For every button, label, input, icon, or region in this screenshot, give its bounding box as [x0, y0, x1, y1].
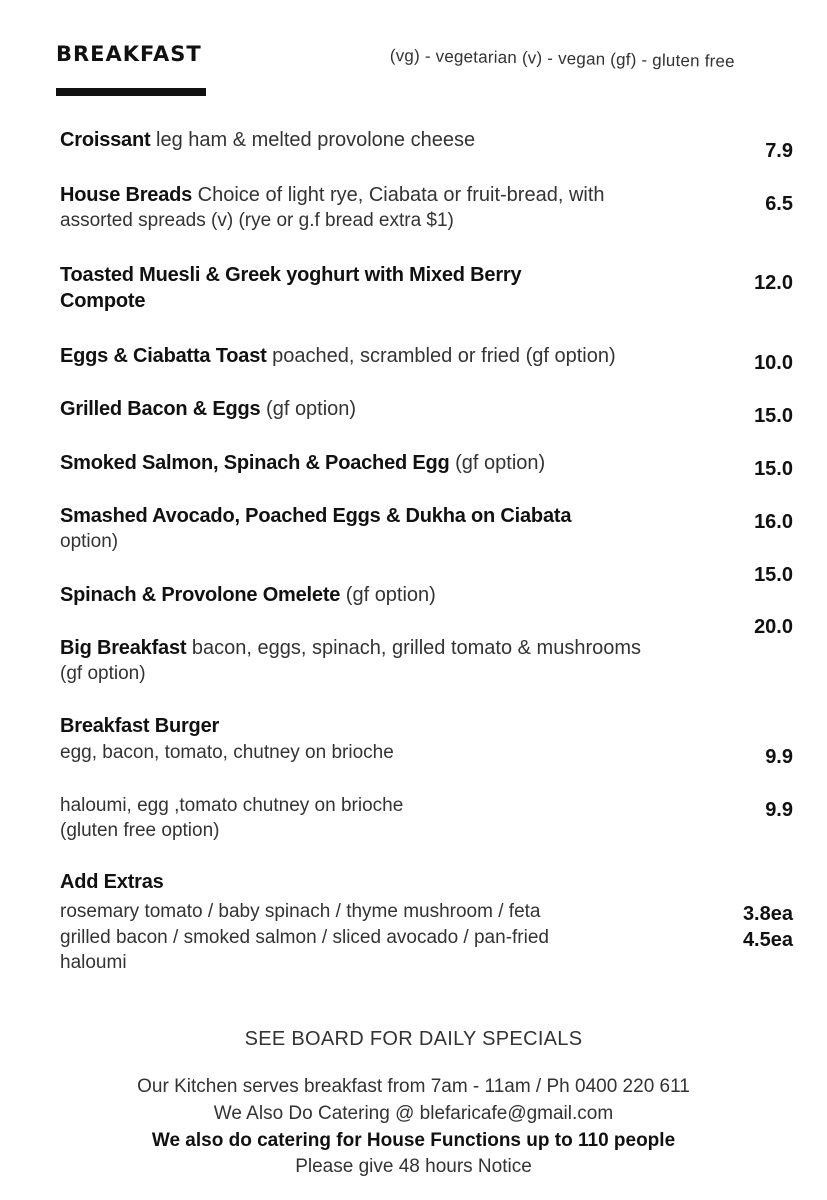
burger-option-1: egg, bacon, tomato, chutney on brioche — [60, 742, 394, 763]
item-name: House Breads — [60, 184, 193, 206]
menu-heading: BREAKFAST — [56, 42, 202, 66]
menu-item-big-breakfast — [60, 635, 660, 661]
item-price: 15.0 — [754, 405, 793, 427]
burger-option-2-note: (gluten free option) — [60, 820, 220, 841]
burger-section-title: Breakfast Burger — [60, 715, 220, 737]
house-functions-note: We also do catering for House Functions up to 110 people — [151, 1130, 676, 1151]
extras-line-2: grilled bacon / smoked salmon / sliced avocado / pan-fried — [60, 927, 549, 948]
item-description: leg ham & melted provolone cheese — [150, 129, 476, 151]
extras-line-1: rosemary tomato / baby spinach / thyme mushroom / feta — [60, 901, 541, 922]
item-price: 15.0 — [754, 458, 793, 480]
extras-section-title: Add Extras — [60, 871, 164, 893]
item-price: 16.0 — [754, 511, 793, 533]
kitchen-hours: Our Kitchen serves breakfast from 7am - 11am / Ph 0400 220 611 — [137, 1076, 690, 1097]
item-description-line2: option) — [60, 531, 119, 552]
menu-item-croissant — [60, 127, 660, 153]
item-price: 7.9 — [765, 140, 793, 162]
item-price: 15.0 — [754, 564, 793, 586]
daily-specials-note: SEE BOARD FOR DAILY SPECIALS — [244, 1028, 583, 1050]
menu-item-grilled-bacon-eggs — [60, 396, 660, 422]
item-name: Toasted Muesli & Greek yoghurt with Mixed Berry — [60, 264, 522, 286]
menu-item-toasted-muesli-line2 — [60, 288, 660, 314]
menu-item-house-breads — [60, 182, 660, 208]
item-price: 12.0 — [754, 272, 793, 294]
menu-item-smashed-avocado — [60, 503, 660, 529]
menu-item-smoked-salmon — [60, 450, 660, 476]
extras-line-3: haloumi — [60, 952, 127, 973]
heading-underline — [56, 88, 206, 96]
item-description: Choice of light rye, Ciabata or fruit-bread, with — [192, 184, 605, 206]
item-description-line2: (gf option) — [60, 663, 146, 684]
burger-price-2: 9.9 — [765, 799, 793, 821]
extras-price-1: 3.8ea — [742, 903, 793, 925]
menu-item-toasted-muesli — [60, 262, 660, 288]
item-name: Smashed Avocado, Poached Eggs & Dukha on Ciabata — [60, 505, 572, 527]
item-name: Spinach & Provolone Omelete — [60, 584, 341, 606]
catering-email: We Also Do Catering @ blefaricafe@gmail.com — [213, 1103, 614, 1124]
item-name: Grilled Bacon & Eggs — [60, 398, 261, 420]
item-description: poached, scrambled or fried (gf option) — [266, 345, 616, 367]
item-name: Eggs & Ciabatta Toast — [60, 345, 267, 367]
item-name: Croissant — [60, 129, 151, 151]
item-price: 20.0 — [754, 616, 793, 638]
item-name-line2: Compote — [60, 290, 146, 312]
item-description: (gf option) — [449, 452, 546, 474]
item-price: 10.0 — [754, 352, 793, 374]
dietary-legend: (vg) - vegetarian (v) - vegan (gf) - gluten free — [389, 46, 735, 72]
burger-option-2: haloumi, egg ,tomato chutney on brioche — [60, 795, 404, 816]
notice-note: Please give 48 hours Notice — [295, 1156, 532, 1177]
item-description: (gf option) — [340, 584, 436, 606]
extras-price-2: 4.5ea — [742, 929, 793, 951]
menu-item-spinach-omelete — [60, 582, 660, 608]
item-description-line2: assorted spreads (v) (rye or g.f bread extra $1) — [60, 210, 454, 231]
item-description: bacon, eggs, spinach, grilled tomato & mushrooms — [186, 637, 642, 659]
menu-item-eggs-ciabatta-toast — [60, 343, 660, 369]
burger-price-1: 9.9 — [765, 746, 793, 768]
item-price: 6.5 — [765, 193, 793, 215]
item-description: (gf option) — [260, 398, 357, 420]
item-name: Big Breakfast — [60, 637, 187, 659]
item-name: Smoked Salmon, Spinach & Poached Egg — [60, 452, 450, 474]
